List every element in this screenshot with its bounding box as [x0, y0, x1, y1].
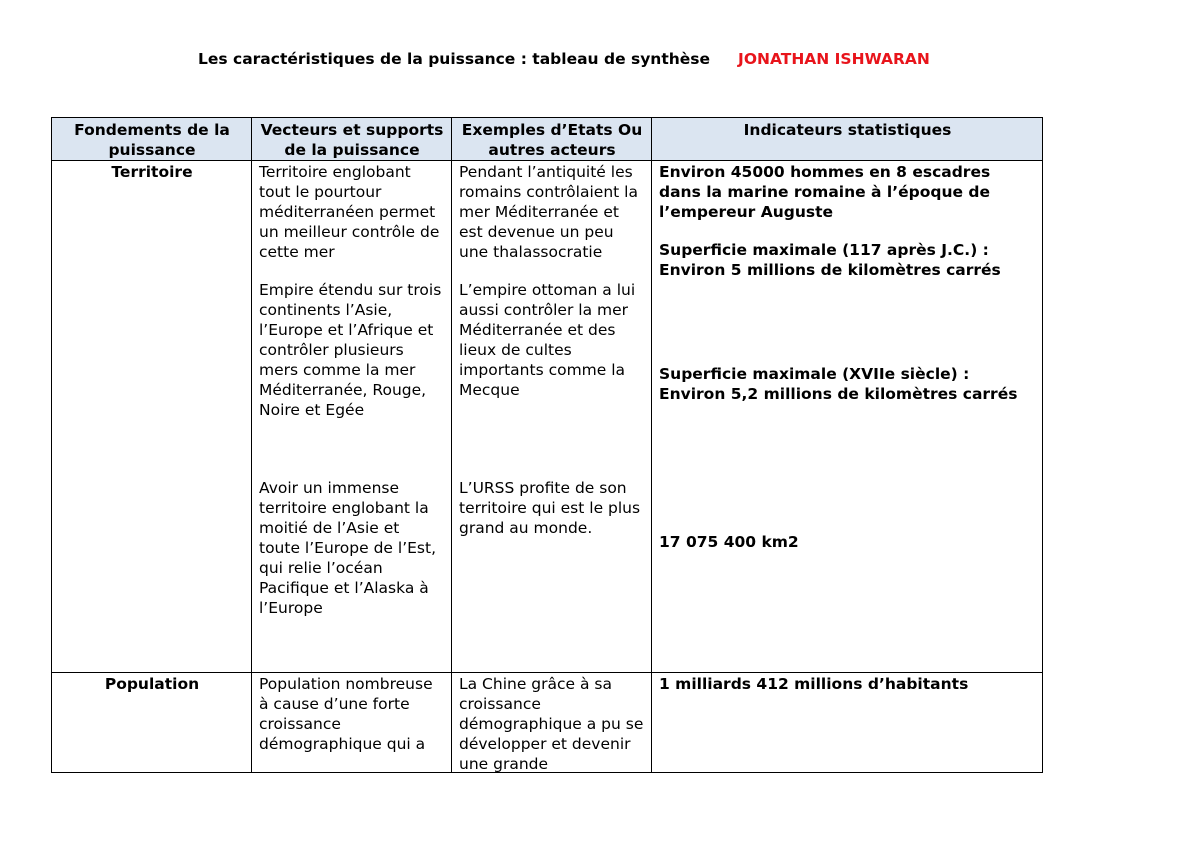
indicateurs-cell	[652, 161, 1043, 673]
indicateurs-cell	[652, 673, 1043, 773]
vecteurs-cell	[252, 161, 452, 673]
cell-paragraph: Pendant l’antiquité les romains contrôlaient la mer Méditerranée et est devenue un peu une thalassocratie	[459, 163, 638, 261]
cell-paragraph: L’empire ottoman a lui aussi contrôler la mer Méditerranée et des lieux de cultes importants comme la Mecque	[459, 281, 636, 399]
exemples-cell	[452, 161, 652, 673]
exemples-cell	[452, 673, 652, 773]
row-heading	[52, 673, 252, 773]
table-row	[52, 673, 1043, 773]
column-header: Indicateurs statistiques	[652, 118, 1043, 161]
cell-paragraph: Territoire englobant tout le pourtour méditerranéen permet un meilleur contrôle de cette mer	[259, 163, 440, 261]
cell-paragraph: Avoir un immense territoire englobant la moitié de l’Asie et toute l’Europe de l’Est, qui relie l’océan Pacifique et l’Alaska à l’Europe	[259, 479, 437, 617]
column-header: Vecteurs et supports de la puissance	[252, 118, 452, 161]
cell-paragraph: Superficie maximale (XVIIe siècle) : Environ 5,2 millions de kilomètres carrés	[659, 365, 1018, 403]
cell-paragraph: Population nombreuse à cause d’une forte croissance démographique qui a	[259, 675, 433, 753]
row-heading-text: Population	[104, 675, 200, 693]
cell-paragraph: 17 075 400 km2	[659, 533, 799, 551]
table-header-row	[52, 118, 1043, 161]
cell-paragraph: L’URSS profite de son territoire qui est le plus grand au monde.	[459, 479, 641, 537]
column-header: Exemples d’Etats Ou autres acteurs	[452, 118, 652, 161]
column-header: Fondements de la puissance	[52, 118, 252, 161]
page-title	[198, 50, 930, 68]
cell-paragraph: La Chine grâce à sa croissance démographique a pu se développer et devenir une grande	[459, 675, 644, 772]
cell-paragraph: 1 milliards 412 millions d’habitants	[659, 675, 969, 693]
cell-paragraph: Environ 45000 hommes en 8 escadres dans la marine romaine à l’époque de l’empereur Auguste	[659, 163, 991, 221]
table-row	[52, 161, 1043, 673]
row-heading: Territoire	[52, 161, 252, 673]
cell-paragraph: Empire étendu sur trois continents l’Asie, l’Europe et l’Afrique et contrôler plusieurs mers comme la mer Méditerranée, Rouge, Noire et Egée	[259, 281, 442, 419]
synthesis-table	[51, 117, 1043, 773]
document-title: Les caractéristiques de la puissance : tableau de synthèse	[198, 50, 711, 68]
cell-paragraph: Superficie maximale (117 après J.C.) : Environ 5 millions de kilomètres carrés	[659, 241, 1001, 279]
author-name: JONATHAN ISHWARAN	[738, 50, 930, 68]
vecteurs-cell	[252, 673, 452, 773]
